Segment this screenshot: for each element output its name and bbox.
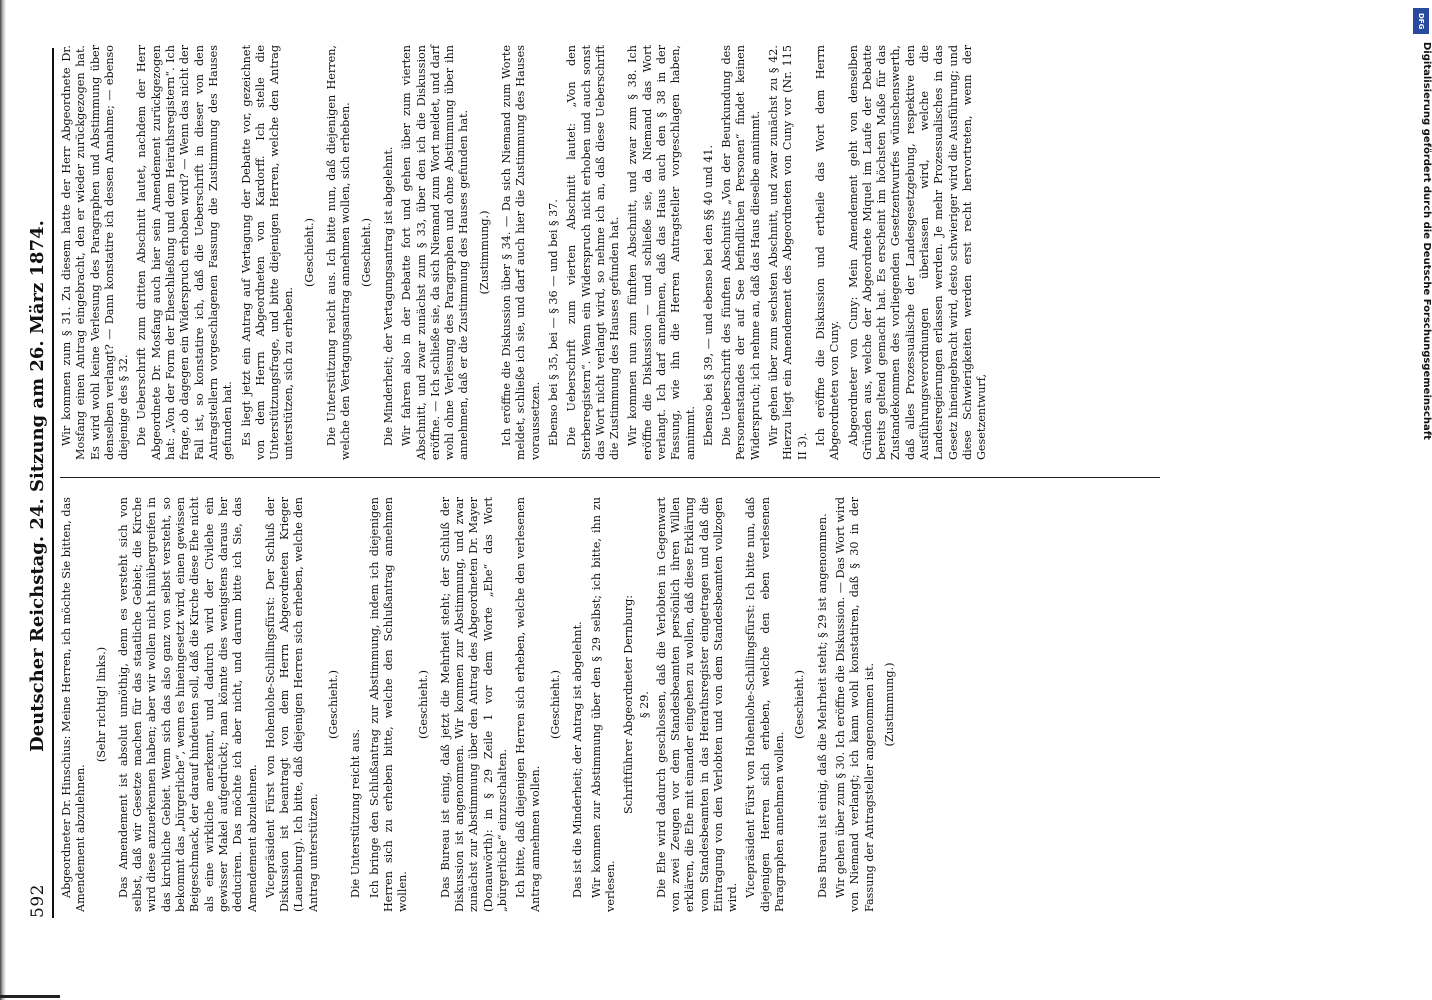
paragraph: Das ist die Minderheit; der Antrag ist abgelehnt.	[571, 621, 585, 898]
paragraph: Die Unterstützung reicht aus.	[349, 728, 363, 898]
paragraph: Ebenso bei § 39, — und ebenso bei den §§ 40 und 41.	[701, 144, 715, 446]
page-number: 592	[28, 884, 48, 918]
paragraph: Ich bitte, daß diejenigen Herren sich erheben, welche den verlesenen Antrag annehmen wollen.	[514, 497, 542, 912]
paragraph: Wir kommen zur Abstimmung über den § 29 selbst; ich bitte, ihn zu verlesen.	[589, 497, 617, 912]
scan-edge-mark	[0, 995, 60, 998]
digitization-note: Digitalisierung gefördert durch die Deutsche Forschungsgemeinschaft	[1421, 42, 1432, 440]
stage-direction: (Geschieht.)	[548, 670, 562, 739]
paragraph: Ich eröffne die Diskussion über § 34. — Da sich Niemand zum Worte meldet, schließe ich sie, und darf auch hier die Zustimmung des Hauses voraussetzen.	[500, 45, 542, 460]
paragraph: Die Ueberschrift des fünften Abschnitts „Von der Beurkundung des Personenstandes der auf See befindlichen Personen“ findet keinen Widerspruch; ich nehme an, daß das Haus dieselbe annimmt.	[720, 45, 762, 460]
dfg-logo: DFG	[1413, 8, 1429, 34]
paragraph: Wir kommen nun zum fünften Abschnitt, und zwar zum § 38. Ich eröffne die Diskussion — und schließe sie, da Niemand das Wort verlangt. Ich darf annehmen, daß das Haus auch den § 38 in der Fassung, wie ihn die Herren Antragsteller vorgeschlagen haben, annimmt.	[626, 45, 697, 460]
stage-direction: (Zustimmung.)	[882, 662, 896, 747]
paragraph: Vicepräsident Fürst von Hohenlohe-Schillingsfürst: Der Schluß der Diskussion ist beantragt von dem Herrn Abgeordneten Krieger (Lauenburg). Ich bitte, daß diejenigen Herren sich erheben, welche den Antrag unterstützen.	[263, 497, 320, 912]
digitization-strip	[1410, 8, 1432, 992]
paragraph: Wir fahren also in der Debatte fort und gehen über zum vierten Abschnitt, und zwar zunächst zum § 33, über den ich die Diskussion eröffne. — Ich schließe sie, da sich Niemand zum Wort meldet, und darf wohl ohne Verlesung des Paragraphen und ohne Abstimmung über ihn annehmen, daß er die Zustimmung des Hauses gefunden hat.	[400, 45, 471, 460]
paragraph: Die Unterstützung reicht aus. Ich bitte nun, daß diejenigen Herren, welche den Vertagungsantrag annehmen wollen, sich erheben.	[325, 45, 353, 460]
paragraph: Die Ehe wird dadurch geschlossen, daß die Verlobten in Gegenwart von zwei Zeugen vor dem Standesbeamten persönlich ihren Willen erklären, die Ehe mit einander eingehen zu wollen, daß diese Erklärung vom Standesbeamten in das Heirathsregister eingetragen und daß die Eintragung von den Verlobten und von dem Standesbeamten vollzogen wird.	[654, 497, 740, 912]
paragraph: Abgeordneter Dr. Hinschius: Meine Herren, ich möchte Sie bitten, das Amendement abzulehnen.	[60, 497, 88, 912]
paragraph: Die Ueberschrift zum vierten Abschnitt lautet: „Von den Sterberegistern“. Wenn ein Widerspruch nicht erhoben und auch sonst das Wort nicht verlangt wird, so nehme ich an, daß diese Ueberschrift die Zustimmung des Hauses gefunden hat.	[565, 45, 622, 460]
column-divider	[60, 477, 1160, 478]
paragraph: Ich bringe den Schlußantrag zur Abstimmung, indem ich diejenigen Herren sich zu erheben bitte, welche den Schlußantrag annehmen wollen.	[367, 497, 410, 912]
paragraph: Vicepräsident Fürst von Hohenlohe-Schillingsfürst: Ich bitte nun, daß diejenigen Herren sich erheben, welche den eben verlesenen Paragraphen annehmen wollen.	[744, 497, 787, 912]
stage-direction: § 29.	[638, 691, 652, 718]
scan-edge	[0, 0, 6, 1000]
stage-direction: (Geschieht.)	[327, 670, 341, 739]
paragraph: Es liegt jetzt ein Antrag auf Vertagung der Debatte vor, gezeichnet von dem Herrn Abgeordneten von Kardorff. Ich stelle die Unterstützungsfrage, und bitte diejenigen Herren, welche den Antrag unterstützen, sich zu erheben.	[239, 45, 296, 460]
stage-direction: (Geschieht.)	[793, 670, 807, 739]
paragraph: Ebenso bei § 35, bei — § 36 — und bei § 37.	[546, 199, 560, 446]
paragraph: Das Bureau ist einig, daß jetzt die Mehrheit steht; der Schluß der Diskussion ist angenommen. Wir kommen zur Abstimmung, und zwar zunächst zur Abstimmung über den Antrag des Abgeordneten Dr. Mayer (Donauwörth): in § 29 Zeile 1 vor dem Worte „Ehe“ das Wort „bürgerliche“ einzuschalten.	[438, 497, 510, 912]
paragraph: Wir gehen über zum § 30. Ich eröffne die Diskussion. — Das Wort wird von Niemand verlangt; ich kann wohl konstatiren, daß § 30 in der Fassung der Antragsteller angenommen ist.	[833, 497, 876, 912]
stage-direction: (Geschieht.)	[302, 218, 316, 287]
running-title: Deutscher Reichstag. 24. Sitzung am 26. März 1874.	[27, 220, 48, 752]
stage-direction: (Geschieht.)	[359, 218, 373, 287]
page-header	[12, 58, 48, 918]
paragraph: Wir gehen über zum sechsten Abschnitt, und zwar zunächst zu § 42. Hierzu liegt ein Amendement des Abgeordneten von Cuny vor (Nr. 115 II 3).	[767, 45, 809, 460]
stage-direction: (Geschieht.)	[416, 670, 430, 739]
left-column	[60, 497, 905, 912]
right-column	[60, 45, 994, 460]
paragraph: Das Bureau ist einig, daß die Mehrheit steht; § 29 ist angenommen.	[815, 513, 829, 898]
paragraph: Die Ueberschrift zum dritten Abschnitt lautet, nachdem der Herr Abgeordnete Dr. Mosfang auch hier sein Amendement zurückgezogen hat: „Von der Form der Eheschließung und dem Heirathsregistern“. Ich frage, ob dagegen ein Widerspruch erhoben wird? — Wenn das nicht der Fall ist, so konstatire ich, daß die Ueberschrift in dieser von den Antragstellern vorgeschlagenen Fassung die Zustimmung des Hauses gefunden hat.	[135, 45, 235, 460]
stage-direction: Schriftführer Abgeordneter Dernburg:	[622, 594, 636, 815]
paragraph: Das Amendement ist absolut unnöthig, denn es versteht sich von selbst, daß wir Gesetze machen für das staatliche Gebiet; die Kirche wird diese anzuerkennen haben; aber wir wollen nicht hinübergreifen in das kirchliche Gebiet. Wenn sich das also ganz von selbst versteht, so bekommt das „bürgerliche“, wenn es hineingesetzt wird, einen gewissen Beigeschmack, der darauf hindeuten soll, daß die Kirche diese Ehe nicht als eine wirkliche anerkennt, und dadurch wird der Civilehe ein gewisser Makel aufgedrückt; man könnte dies wenigstens daraus her deduciren. Das möchte ich aber nicht, und darum bitte ich Sie, das Amendement abzulehnen.	[116, 497, 259, 912]
paragraph: Abgeordneter von Cuny: Mein Amendement geht von denselben Gründen aus, welche der Abgeordnete Miquel im Laufe der Debatte bereits geltend gemacht hat. Es erscheint im höchsten Maße für das Zustandekommen des vorliegenden Gesetzentwurfes wünschenswerth, daß alles Prozessualische der Landesgesetzgebung, respektive den Ausführungsverordnungen überlassen wird, welche die Landesregierungen erlassen werden. Je mehr Prozessualisches in das Gesetz hineingebracht wird, desto schwieriger wird die Ausführung; und diese Schwierigkeiten werden erst recht hervortreten, wenn der Gesetzentwurf,	[846, 45, 989, 460]
paragraph: Wir kommen zum § 31. Zu diesem hatte der Herr Abgeordnete Dr. Mosfang einen Antrag eingebracht, den er wieder zurückgezogen hat. Es wird wohl keine Verlesung des Paragraphen und Abstimmung über denselben verlangt? — Dann konstatire ich dessen Annahme; — ebenso diejenige des § 32.	[60, 45, 131, 460]
header-rule	[52, 48, 54, 918]
paragraph: Ich eröffne die Diskussion und ertheile das Wort dem Herrn Abgeordneten von Cuny.	[813, 45, 842, 460]
stage-direction: (Sehr richtig! links.)	[94, 646, 108, 763]
paragraph: Die Minderheit; der Vertagungsantrag ist abgelehnt.	[381, 146, 395, 446]
stage-direction: (Zustimmung.)	[477, 210, 491, 295]
